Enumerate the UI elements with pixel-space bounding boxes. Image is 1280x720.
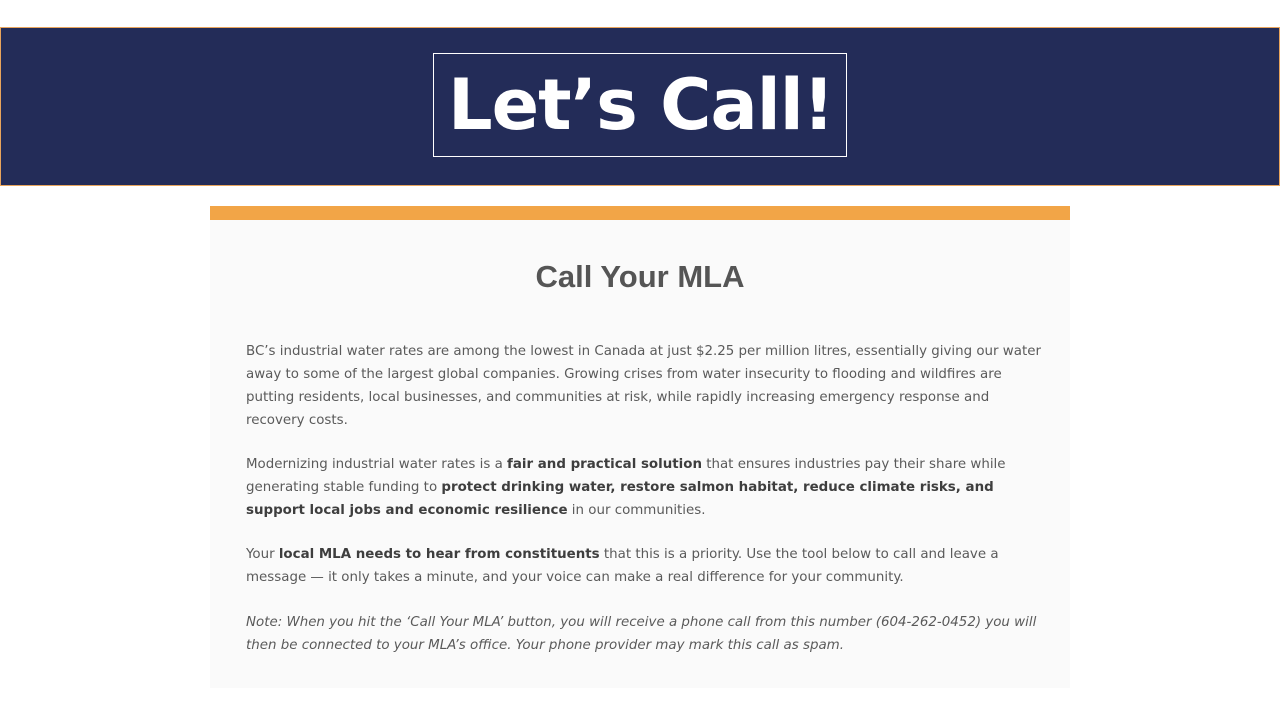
solution-paragraph: [246, 453, 1050, 522]
header-banner: [0, 27, 1280, 186]
action-paragraph: [246, 543, 1050, 589]
note-paragraph: Note: When you hit the ‘Call Your MLA’ button, you will receive a phone call from this number (604-262-0452) you will then be connected to your MLA’s office. Your phone provider may mark this call as spam.: [246, 615, 1037, 653]
solution-text-3: in our communities.: [567, 503, 706, 518]
page-title: Let’s Call!: [448, 64, 834, 146]
card-accent-bar: [210, 206, 1070, 220]
intro-paragraph: BC’s industrial water rates are among the lowest in Canada at just $2.25 per million litres, essentially giving our water away to some of the largest global companies. Growing crises from water insecurity to flooding and wildfires are putting residents, local businesses, and communities at risk, while rapidly increasing emergency response and recovery costs.: [246, 344, 1041, 428]
solution-text-1: Modernizing industrial water rates is a: [246, 457, 508, 472]
call-mla-card: [210, 206, 1070, 688]
action-text-2: that this is a priority. Use the tool below to call and leave a message — it only takes a minute, and your voice can make a real difference for your community.: [246, 547, 999, 585]
card-heading: Call Your MLA: [535, 259, 745, 294]
action-text-1: Your: [246, 547, 279, 562]
action-bold-1: local MLA needs to hear from constituents: [278, 547, 600, 562]
solution-bold-1: fair and practical solution: [507, 457, 702, 472]
solution-text-2: that ensures industries pay their share while generating stable funding to: [246, 457, 1006, 495]
solution-bold-2: protect drinking water, restore salmon habitat, reduce climate risks, and support local jobs and economic resilience: [246, 480, 994, 518]
title-frame: [433, 53, 847, 157]
